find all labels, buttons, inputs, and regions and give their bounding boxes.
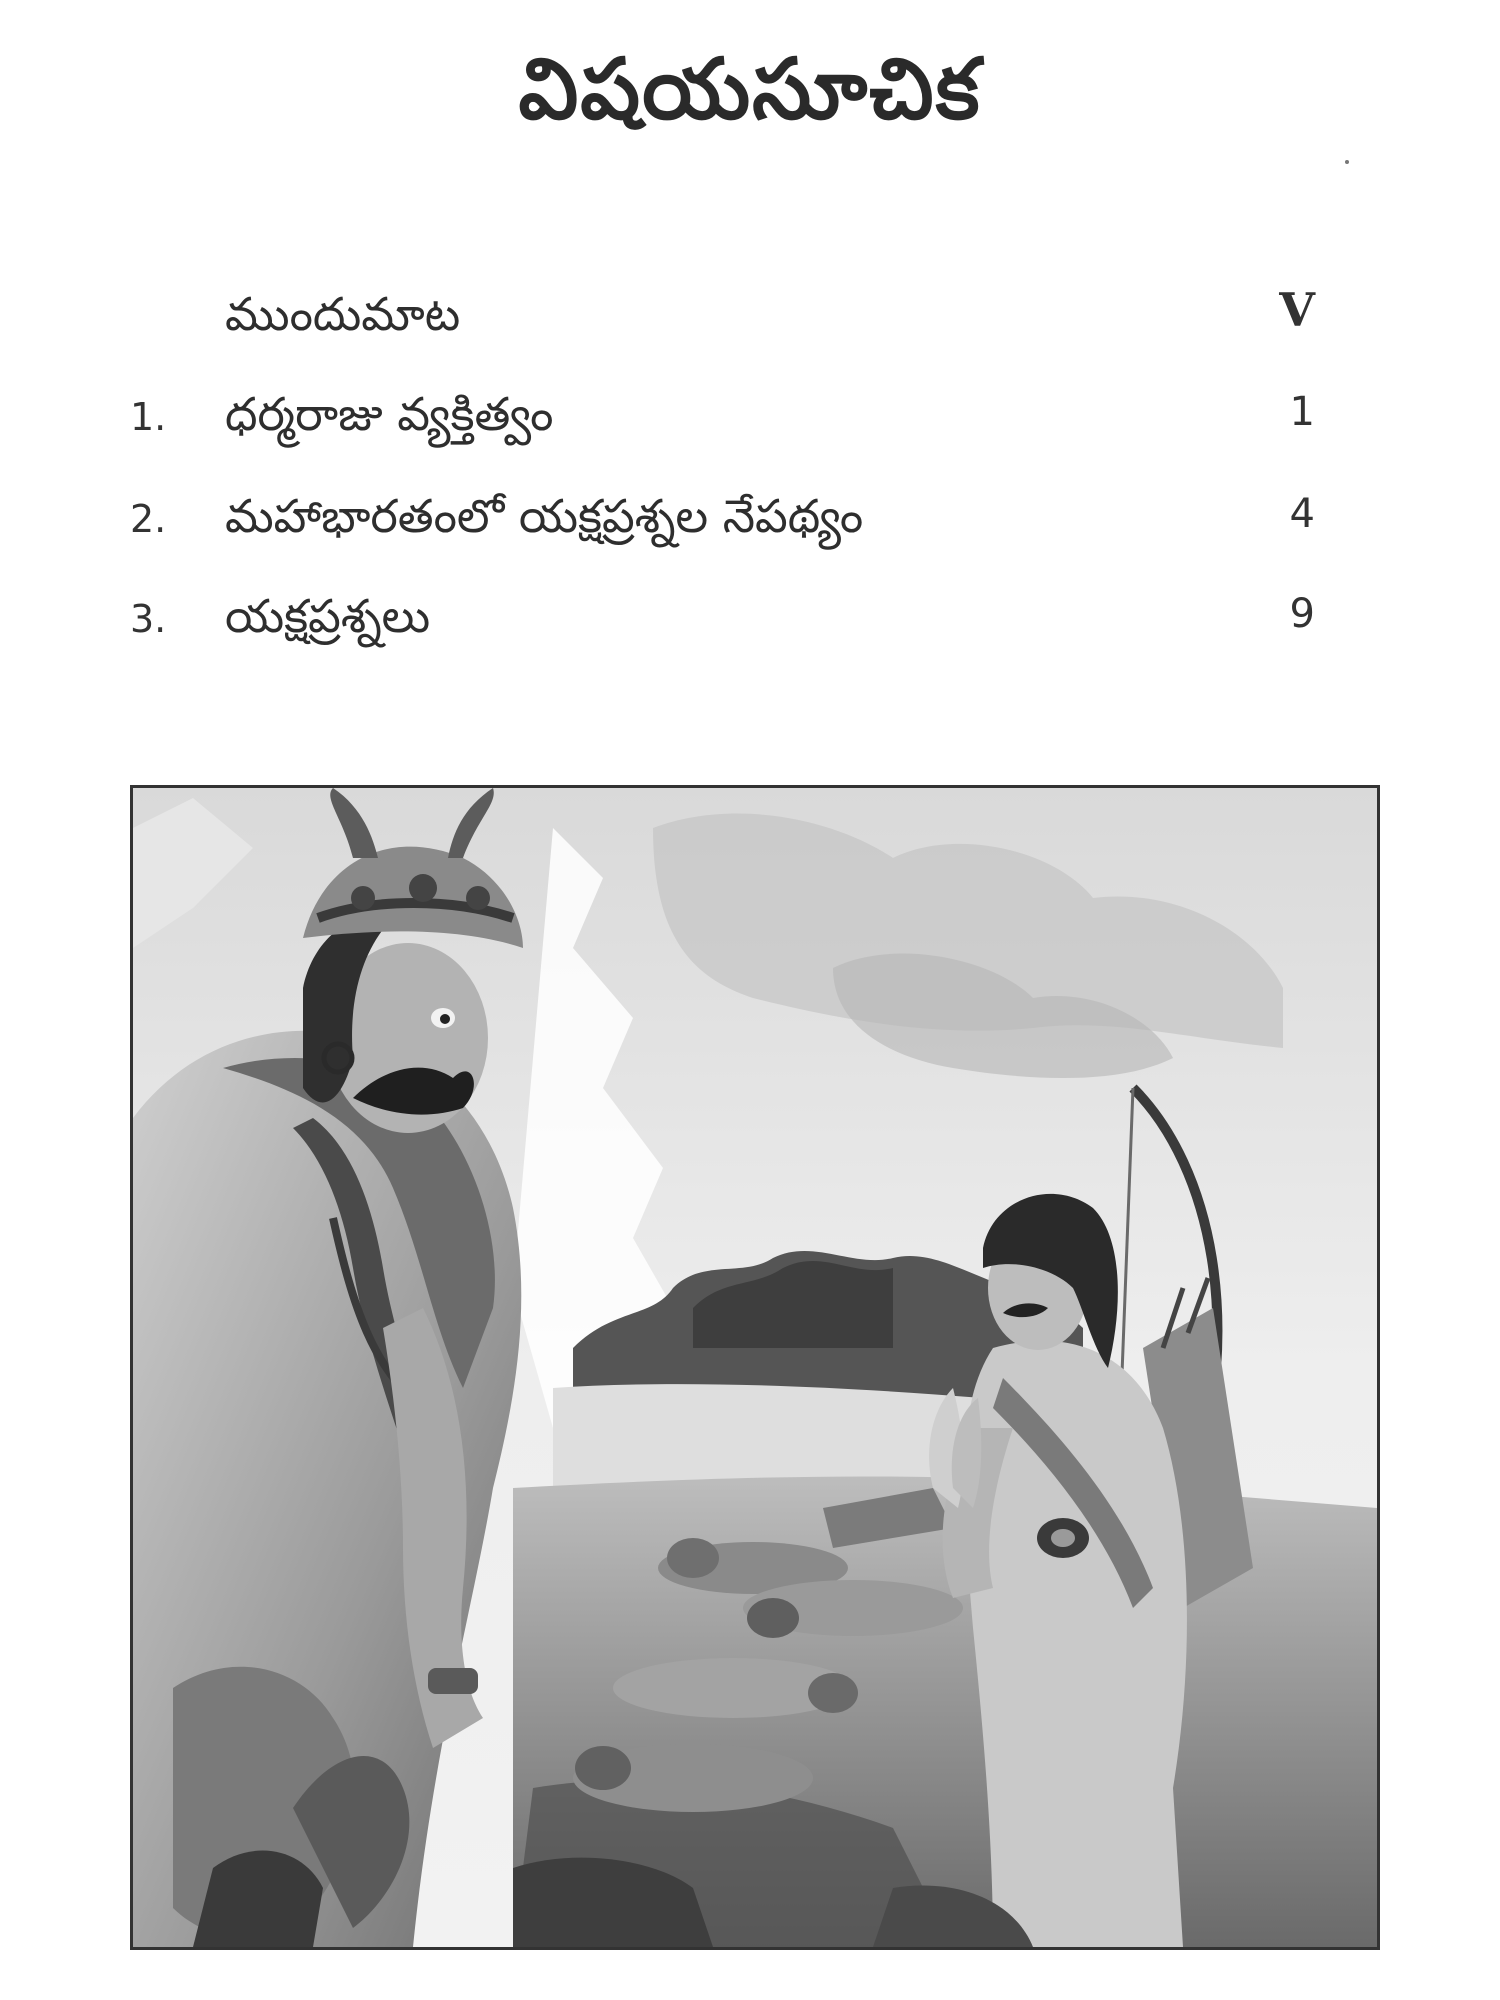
toc-entry-title: ధర్మరాజు వ్యక్తిత్వం [225,387,554,441]
toc-entry-1[interactable] [0,383,1500,453]
illustration-drawing [133,788,1377,1947]
toc-entry-page: 4 [1289,491,1315,537]
toc-entry-2[interactable] [0,485,1500,555]
toc-entry-number: 1. [130,395,167,439]
toc-entry-title: ముందుమాట [225,287,461,341]
toc-entry-page: 1 [1289,389,1315,435]
toc-entry-number: 3. [130,597,167,641]
toc-entry-preface[interactable] [0,283,1500,353]
illustration-yaksha-and-yudhishthira [130,785,1380,1950]
toc-entry-title: యక్షప్రశ్నలు [225,589,431,643]
toc-entry-number: 2. [130,497,167,541]
toc-entry-page: V [1279,283,1315,337]
toc-entry-page: 9 [1289,591,1315,637]
toc-entry-title: మహాభారతంలో యక్షప్రశ్నల నేపథ్యం [225,489,864,543]
toc-entry-3[interactable] [0,585,1500,655]
page-title: విషయసూచిక [518,40,982,138]
table-of-contents [0,0,1500,700]
